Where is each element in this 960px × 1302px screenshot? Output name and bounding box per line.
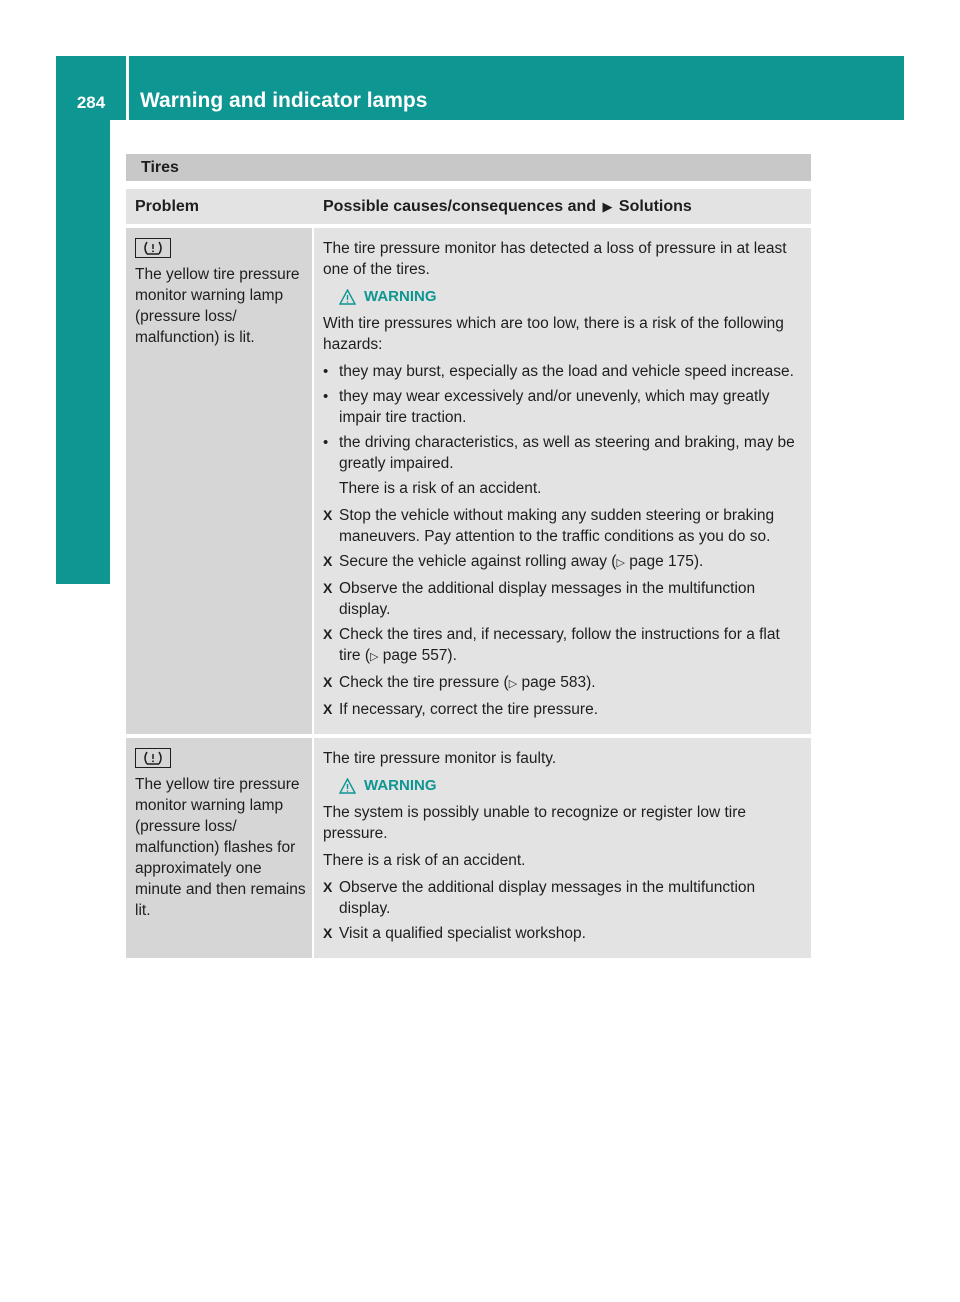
warning-triangle-icon bbox=[339, 778, 356, 794]
col-problem: Problem bbox=[135, 198, 200, 215]
cause-text: The tire pressure monitor is faulty. bbox=[323, 750, 557, 767]
col-solutions: Solutions bbox=[618, 198, 692, 215]
warning-heading bbox=[339, 775, 805, 796]
table-row bbox=[126, 738, 811, 958]
bullet-dot: • bbox=[323, 388, 329, 405]
step-item: X Observe the additional display messages in the multifunction display. bbox=[323, 580, 756, 618]
bullet-dot: • bbox=[323, 363, 329, 380]
bullet-dot: • bbox=[323, 434, 329, 451]
header-divider bbox=[126, 56, 129, 120]
step-item: X Secure the vehicle against rolling away (▷ page 175). bbox=[323, 551, 805, 574]
section-title: Warning and indicator lamps bbox=[140, 89, 428, 112]
problem-cell bbox=[126, 738, 312, 958]
page-number: 284 bbox=[76, 93, 106, 112]
tire-pressure-warning-icon bbox=[135, 238, 171, 258]
warning-text: The system is possibly unable to recognize or register low tire pressure. bbox=[323, 804, 746, 842]
accident-text: There is a risk of an accident. bbox=[339, 480, 542, 497]
page-reference-arrow-icon: ▷ bbox=[508, 678, 518, 690]
table-title: Tires bbox=[126, 154, 811, 181]
solutions-cell bbox=[314, 228, 811, 734]
warning-triangle-icon bbox=[339, 289, 356, 305]
step-arrow-icon: X bbox=[323, 674, 333, 690]
warning-label: WARNING bbox=[364, 288, 437, 305]
problem-text: The yellow tire pressure monitor warning lamp (pressure loss/ malfunction) is lit. bbox=[135, 266, 300, 346]
accident-text: There is a risk of an accident. bbox=[323, 852, 526, 869]
step-arrow-icon: X bbox=[323, 626, 333, 642]
side-tab-label: On-board computer and displays bbox=[71, 185, 94, 515]
col-causes-solutions bbox=[314, 189, 811, 224]
problem-text: The yellow tire pressure monitor warning lamp (pressure loss/ malfunction) flashes for approximately one minute and then remains lit. bbox=[135, 776, 306, 919]
page-reference-arrow-icon: ▷ bbox=[616, 557, 625, 569]
page-link[interactable]: page 583). bbox=[521, 674, 596, 691]
tire-pressure-warning-icon bbox=[135, 748, 171, 768]
table-row bbox=[126, 228, 811, 734]
list-item: • they may burst, especially as the load and vehicle speed increase. bbox=[323, 363, 794, 380]
step-item: X Check the tires and, if necessary, follow the instructions for a flat tire (▷ page 557). bbox=[323, 624, 805, 668]
step-arrow-icon: X bbox=[323, 580, 333, 596]
step-arrow-icon: X bbox=[323, 879, 333, 895]
page-link[interactable]: page 175). bbox=[629, 553, 704, 570]
col-causes: Possible causes/consequences and bbox=[323, 198, 597, 215]
step-arrow-icon: X bbox=[323, 701, 333, 717]
step-item: X Stop the vehicle without making any sudden steering or braking maneuvers. Pay attention to the traffic conditions as you do so. bbox=[323, 507, 775, 545]
page-reference-arrow-icon: ▷ bbox=[370, 651, 379, 663]
table-header bbox=[126, 189, 811, 224]
step-arrow-icon: X bbox=[323, 553, 333, 569]
list-item: • the driving characteristics, as well as steering and braking, may be greatly impaired. bbox=[323, 434, 795, 472]
tires-table bbox=[126, 154, 811, 958]
warning-label: WARNING bbox=[364, 777, 437, 794]
step-item: X Check the tire pressure (▷ page 583). bbox=[323, 672, 805, 695]
problem-cell bbox=[126, 228, 312, 734]
solutions-arrow-icon: ▶ bbox=[602, 199, 613, 214]
page-link[interactable]: page 557). bbox=[382, 647, 457, 664]
step-item: X Visit a qualified specialist workshop. bbox=[323, 925, 586, 942]
step-item: X If necessary, correct the tire pressure. bbox=[323, 701, 599, 718]
step-item: X Observe the additional display messages in the multifunction display. bbox=[323, 879, 756, 917]
list-item: • they may wear excessively and/or unevenly, which may greatly impair tire traction. bbox=[323, 388, 770, 426]
solutions-cell bbox=[314, 738, 811, 958]
warning-text: With tire pressures which are too low, there is a risk of the following hazards: bbox=[323, 315, 784, 353]
step-arrow-icon: X bbox=[323, 507, 333, 523]
warning-heading bbox=[339, 286, 805, 307]
step-arrow-icon: X bbox=[323, 925, 333, 941]
cause-text: The tire pressure monitor has detected a loss of pressure in at least one of the tires. bbox=[323, 240, 787, 278]
